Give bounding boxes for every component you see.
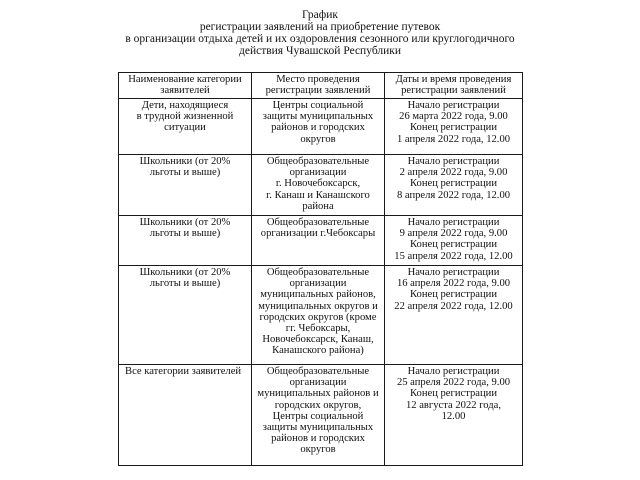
dates-cell	[385, 155, 523, 216]
place-line: муниципальных районов,	[260, 289, 376, 301]
place-cell	[252, 216, 385, 266]
place-line: городских округов,	[274, 399, 362, 411]
dates-cell	[385, 99, 523, 155]
document-heading	[0, 9, 640, 57]
place-line: организации	[289, 377, 347, 389]
dates-line: Конец регистрации	[409, 239, 497, 251]
place-line: Центры социальной	[272, 410, 364, 422]
category-line: льготы и выше)	[149, 167, 221, 179]
category-line: льготы и выше)	[149, 228, 221, 240]
place-line: Общеобразовательные	[266, 156, 370, 167]
place-line: Центры социальной	[272, 100, 364, 111]
dates-line: 12 августа 2022 года,	[405, 399, 502, 411]
dates-line: 22 апреля 2022 года, 12.00	[394, 300, 513, 312]
dates-cell	[385, 266, 523, 365]
dates-line: 15 апреля 2022 года, 12.00	[394, 250, 513, 262]
place-cell	[252, 266, 385, 365]
dates-line: Начало регистрации	[407, 366, 500, 377]
dates-line: 25 апреля 2022 года, 9.00	[396, 377, 511, 389]
dates-line: Конец регистрации	[409, 289, 497, 301]
table-row	[119, 216, 523, 266]
category-cell	[119, 266, 252, 365]
place-line: городских округов (кроме	[259, 311, 377, 323]
dates-cell	[385, 365, 523, 466]
dates-line: Начало регистрации	[407, 156, 500, 167]
heading-line-2: регистрации заявлений на приобретение путевок	[199, 21, 441, 33]
place-cell	[252, 155, 385, 216]
category-line: Школьники (от 20%	[139, 267, 231, 278]
heading-line-4: действия Чувашской Республики	[238, 45, 402, 57]
place-line: организации г.Чебоксары	[260, 228, 376, 240]
category-cell	[119, 155, 252, 216]
place-line: Общеобразовательные	[266, 217, 370, 228]
dates-line: Начало регистрации	[407, 217, 500, 228]
category-line: Школьники (от 20%	[139, 217, 231, 228]
place-line: организации	[289, 278, 347, 290]
place-cell	[252, 99, 385, 155]
place-line: Общеобразовательные	[266, 267, 370, 278]
category-cell	[119, 99, 252, 155]
table-row	[119, 266, 523, 365]
place-line: гг. Чебоксары,	[285, 323, 351, 335]
category-line: Школьники (от 20%	[139, 156, 231, 167]
table-row	[119, 365, 523, 466]
header-dates	[385, 73, 523, 99]
place-line: Общеобразовательные	[266, 366, 370, 377]
dates-line: Конец регистрации	[409, 122, 497, 134]
place-line: района	[302, 200, 334, 212]
heading-line-3: в организации отдыха детей и их оздоровления сезонного или круглогодичного	[125, 33, 515, 45]
place-line: г. Канаш и Канашского	[266, 189, 370, 201]
table-row	[119, 155, 523, 216]
place-line: муниципальных округов и	[258, 300, 378, 312]
place-line: округов	[300, 133, 336, 145]
table-row	[119, 99, 523, 155]
place-cell	[252, 365, 385, 466]
header-dates-line: регистрации заявлений	[401, 85, 506, 97]
place-line: Канашского района)	[272, 345, 364, 357]
place-line: округов	[300, 444, 336, 456]
category-cell	[119, 365, 252, 466]
category-line: Дети, находящиеся	[141, 100, 229, 111]
registration-schedule-table	[118, 72, 523, 466]
header-dates-line: Даты и время проведения	[395, 74, 512, 85]
header-category-line: заявителей	[160, 85, 210, 97]
header-place	[252, 73, 385, 99]
category-line: льготы и выше)	[149, 278, 221, 290]
dates-line: 9 апреля 2022 года, 9.00	[399, 228, 508, 240]
dates-line: Начало регистрации	[407, 100, 500, 111]
dates-cell	[385, 216, 523, 266]
place-line: районов и городских	[271, 433, 365, 445]
header-place-line: регистрации заявлений	[265, 85, 371, 97]
place-line: защиты муниципальных	[262, 422, 374, 434]
dates-line: Конец регистрации	[409, 388, 497, 400]
category-line: ситуации	[164, 122, 206, 134]
dates-line: Конец регистрации	[409, 178, 497, 190]
place-line: г. Новочебоксарск,	[275, 178, 361, 190]
header-category-line: Наименование категории	[128, 74, 242, 85]
place-line: Новочебоксарск, Канаш,	[262, 334, 374, 346]
header-place-line: Место проведения	[276, 74, 360, 85]
dates-line: 8 апреля 2022 года, 12.00	[396, 189, 511, 201]
place-line: защиты муниципальных	[262, 111, 374, 123]
category-cell	[119, 216, 252, 266]
place-line: районов и городских	[271, 122, 365, 134]
table-header-row	[119, 73, 523, 99]
dates-line: 26 марта 2022 года, 9.00	[399, 111, 508, 123]
heading-title: График	[302, 9, 338, 21]
place-line: организации	[289, 167, 347, 179]
header-category	[119, 73, 252, 99]
dates-line: Начало регистрации	[407, 267, 500, 278]
category-line: в трудной жизненной	[136, 111, 234, 123]
place-line: муниципальных районов и	[257, 388, 379, 400]
dates-line: 2 апреля 2022 года, 9.00	[399, 167, 508, 179]
dates-line: 16 апреля 2022 года, 9.00	[396, 278, 511, 290]
dates-line: 12.00	[441, 410, 466, 422]
category-line: Все категории заявителей	[125, 366, 242, 377]
dates-line: 1 апреля 2022 года, 12.00	[396, 133, 511, 145]
